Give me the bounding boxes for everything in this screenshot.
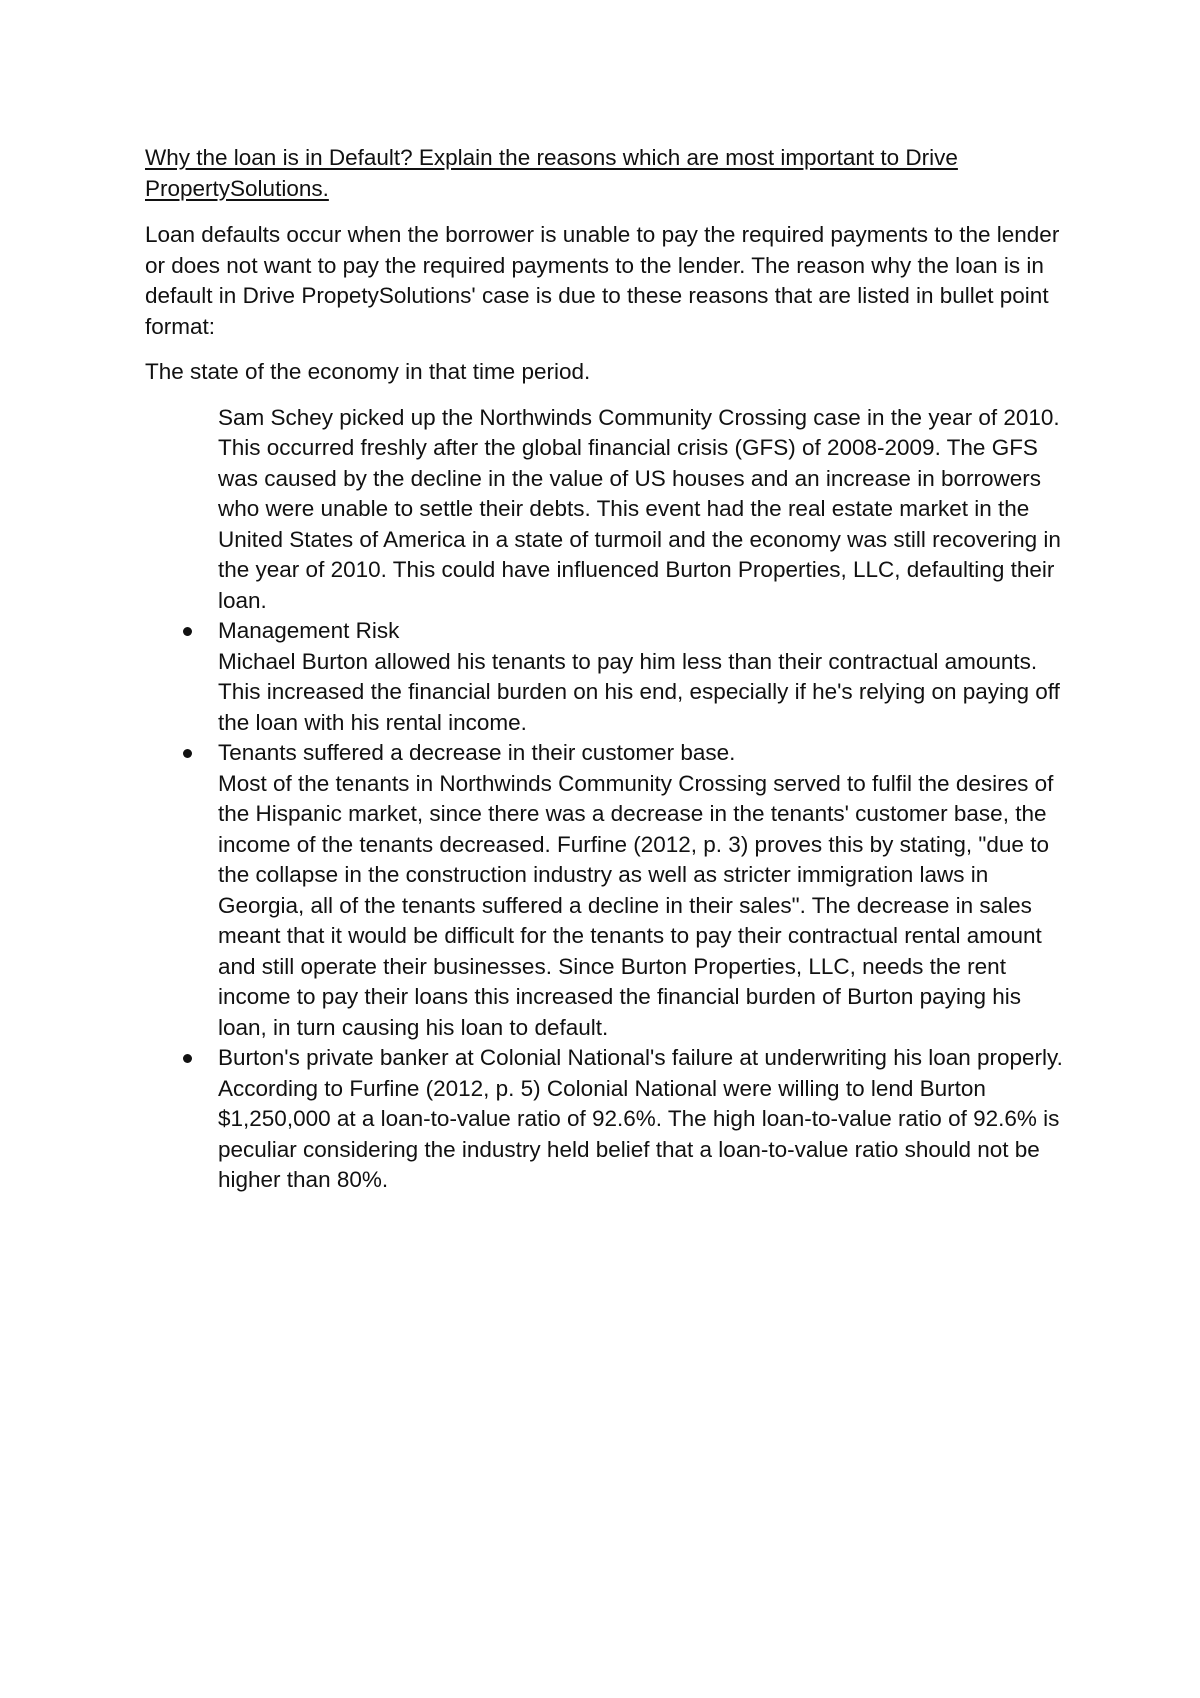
heading-line-1: Why the loan is in Default? Explain the reasons which are most important to Drive (145, 145, 958, 170)
bullet-item (145, 616, 1075, 738)
bullet-item (145, 738, 1075, 1043)
bullet-body: Most of the tenants in Northwinds Community Crossing served to fulfil the desires of the Hispanic market, since there was a decrease in the tenants' customer base, the income of the tenants decreased. Furfine (2012, p. 3) proves this by stating, "due to the collapse in the construction industry as well as stricter immigration laws in Georgia, all of the tenants suffered a decline in their sales". The decrease in sales meant that it would be difficult for the tenants to pay their contractual rental amount and still operate their businesses. Since Burton Properties, LLC, needs the rent income to pay their loans this increased the financial burden of Burton paying his loan, in turn causing his loan to default. (218, 770, 1054, 1040)
bullet-title: Burton's private banker at Colonial National's failure at underwriting his loan properly. (218, 1045, 1063, 1070)
bullet-icon (183, 749, 192, 758)
document-page (145, 143, 1075, 1196)
intro-paragraph: Loan defaults occur when the borrower is unable to pay the required payments to the lender or does not want to pay the required payments to the lender. The reason why the loan is in default in Drive PropetySolutions' case is due to these reasons that are listed in bullet point format: (145, 222, 1060, 339)
bullet-body: Michael Burton allowed his tenants to pay him less than their contractual amounts. This increased the financial burden on his end, especially if he's relying on paying off the loan with his rental income. (218, 648, 1060, 735)
economy-paragraph: Sam Schey picked up the Northwinds Community Crossing case in the year of 2010. This occurred freshly after the global financial crisis (GFS) of 2008-2009. The GFS was caused by the decline in the value of US houses and an increase in borrowers who were unable to settle their debts. This event had the real estate market in the United States of America in a state of turmoil and the economy was still recovering in the year of 2010. This could have influenced Burton Properties, LLC, defaulting their loan. (218, 404, 1061, 613)
bullet-icon (183, 627, 192, 636)
bullet-item (145, 1043, 1075, 1196)
bullet-title: Management Risk (218, 618, 400, 643)
section-title: The state of the economy in that time period. (145, 359, 591, 384)
bullet-body: According to Furfine (2012, p. 5) Colonial National were willing to lend Burton $1,250,000 at a loan-to-value ratio of 92.6%. The high loan-to-value ratio of 92.6% is peculiar considering the industry held belief that a loan-to-value ratio should not be higher than 80%. (218, 1075, 1060, 1192)
bullet-title: Tenants suffered a decrease in their customer base. (218, 740, 736, 765)
document-heading (145, 143, 1075, 204)
bullet-icon (183, 1054, 192, 1063)
heading-line-2: PropertySolutions. (145, 175, 329, 201)
